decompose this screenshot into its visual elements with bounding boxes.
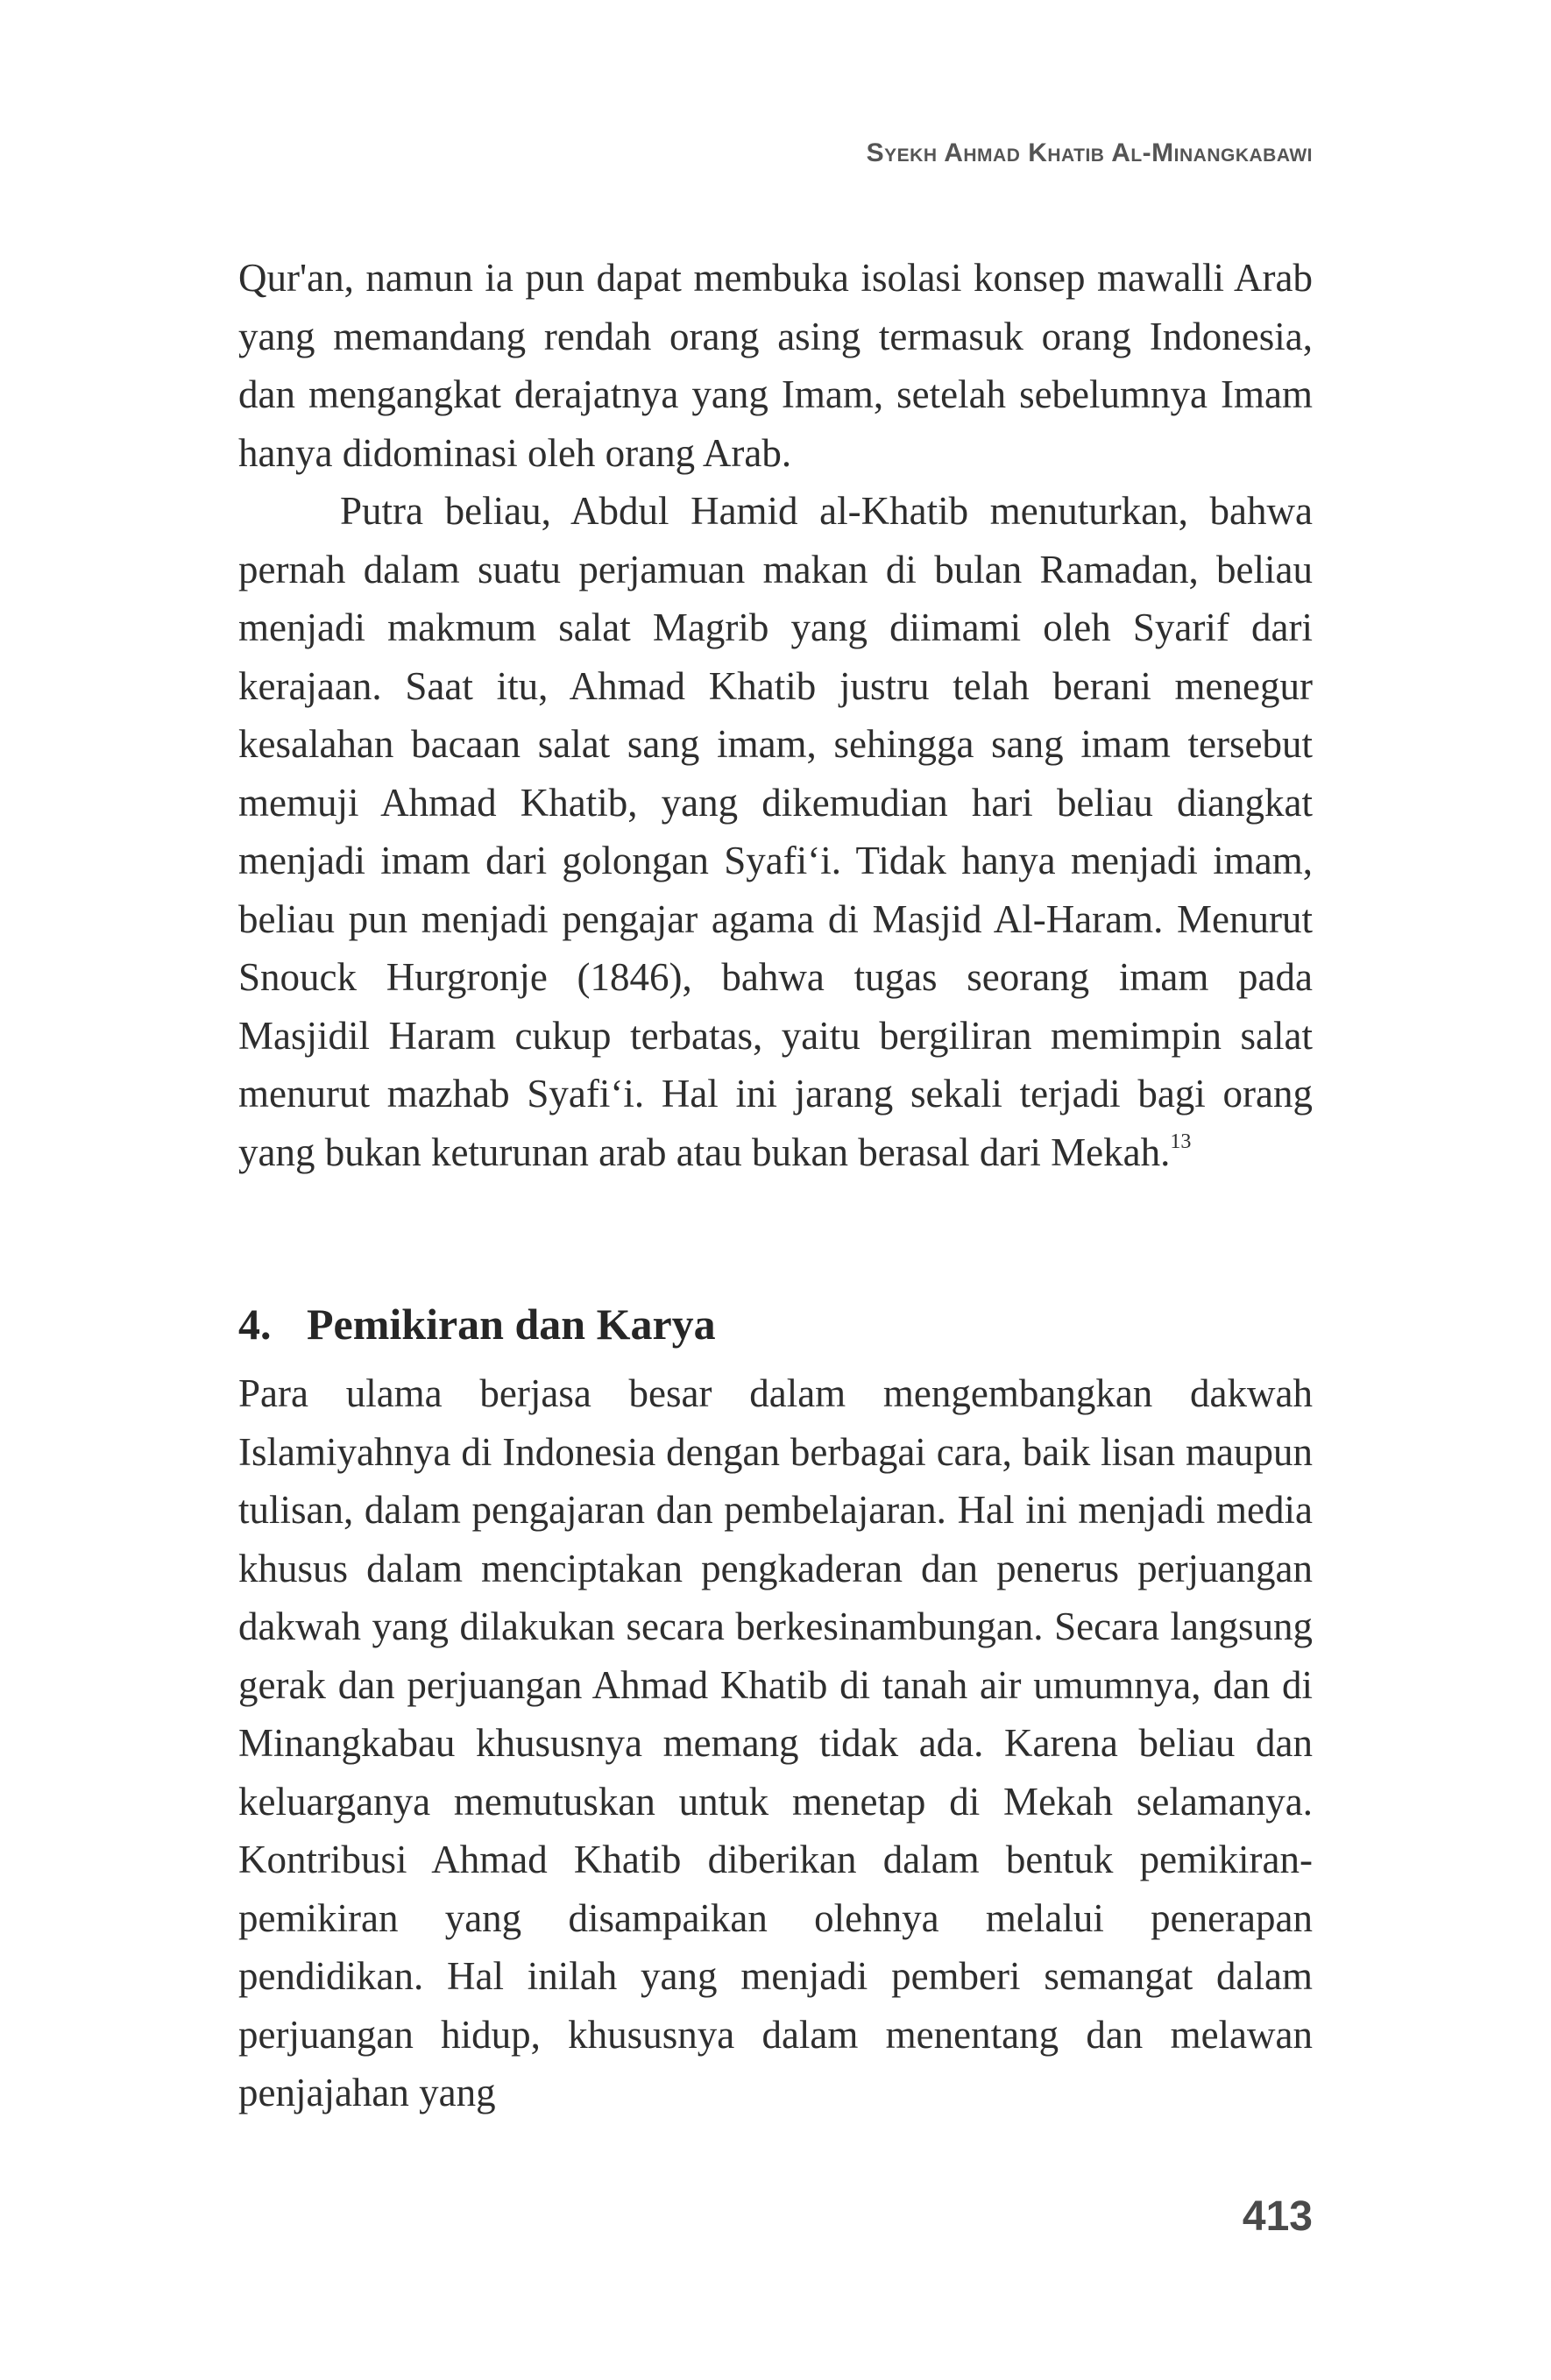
paragraph-abdul-hamid xyxy=(238,482,1313,1181)
page-number: 413 xyxy=(1242,2193,1313,2240)
section-title: Pemikiran dan Karya xyxy=(307,1300,716,1349)
running-head: Syekh Ahmad Khatib Al-Minangkabawi xyxy=(866,138,1313,167)
section-heading xyxy=(238,1299,716,1349)
section-number: 4. xyxy=(238,1300,272,1349)
footnote-reference[interactable]: 13 xyxy=(1170,1130,1192,1153)
body-text-section xyxy=(238,1364,1313,2122)
paragraph-continuation: Qur'an, namun ia pun dapat membuka isolasi konsep mawalli Arab yang memandang rendah orang asing termasuk orang Indonesia, dan mengangkat derajatnya yang Imam, setelah sebelumnya Imam hanya didominasi oleh orang Arab. xyxy=(238,256,1313,475)
body-text-top xyxy=(238,249,1313,1181)
paragraph-text: Putra beliau, Abdul Hamid al-Khatib menuturkan, bahwa pernah dalam suatu perjamuan makan di bulan Ramadan, beliau menjadi makmum salat Magrib yang diimami oleh Syarif dari kerajaan. Saat itu, Ahmad Khatib justru telah berani menegur kesalahan bacaan salat sang imam, sehingga sang imam tersebut memuji Ahmad Khatib, yang dikemudian hari beliau diangkat menjadi imam dari golongan Syafi‘i. Tidak hanya menjadi imam, beliau pun menjadi pengajar agama di Masjid Al-Haram. Menurut Snouck Hurgronje (1846), bahwa tugas seorang imam pada Masjidil Haram cukup terbatas, yaitu bergiliran memimpin salat menurut mazhab Syafi‘i. Hal ini jarang sekali terjadi bagi orang yang bukan keturunan arab atau bukan berasal dari Mekah. xyxy=(238,489,1313,1174)
paragraph-para-ulama: Para ulama berjasa besar dalam mengembangkan dakwah Islamiyahnya di Indonesia dengan berbagai cara, baik lisan maupun tulisan, dalam pengajaran dan pembelajaran. Hal ini menjadi media khusus dalam menciptakan pengkaderan dan penerus perjuangan dakwah yang dilakukan secara berkesinambungan. Secara langsung gerak dan perjuangan Ahmad Khatib di tanah air umumnya, dan di Minangkabau khususnya memang tidak ada. Karena beliau dan keluarganya memutuskan untuk menetap di Mekah selamanya. Kontribusi Ahmad Khatib diberikan dalam bentuk pemikiran-pemikiran yang disampaikan olehnya melalui penerapan pendidikan. Hal inilah yang menjadi pemberi semangat dalam perjuangan hidup, khususnya dalam menentang dan melawan penjajahan yang xyxy=(238,1371,1313,2114)
